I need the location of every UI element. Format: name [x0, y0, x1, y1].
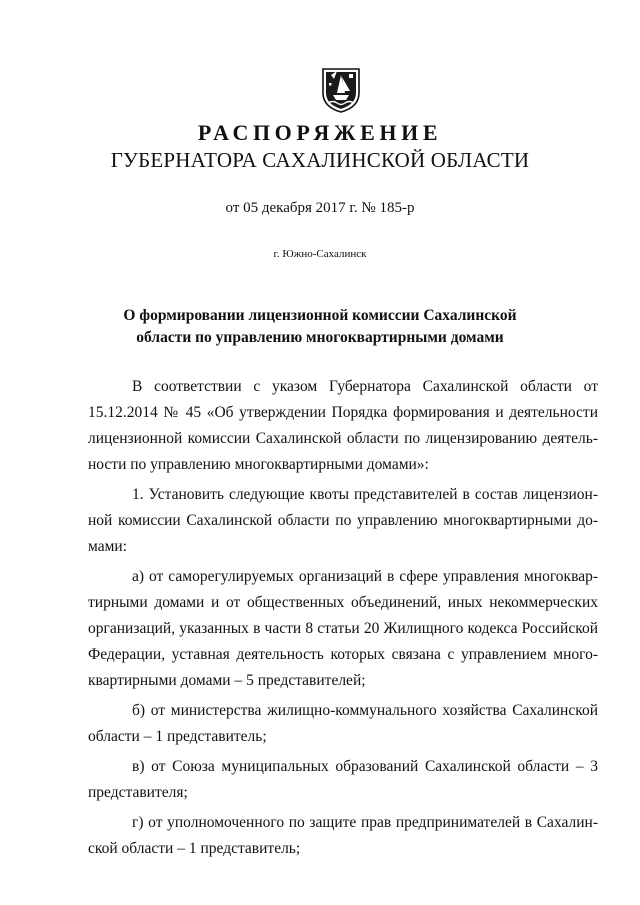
paragraph-line: ности по управлению многоквартирными домами»: [88, 456, 429, 473]
document-title [0, 305, 640, 349]
document-type: РАСПОРЯЖЕНИЕ [197, 120, 443, 145]
paragraph-line: г) от уполномоченного по защите прав предпринимателей в Сахалин- [132, 814, 598, 831]
issue-city: г. Южно-Сахалинск [273, 248, 367, 260]
document-title-line: О формировании лицензионной комиссии Сахалинской [123, 307, 517, 324]
paragraph-preamble [88, 374, 598, 478]
paragraph-item-v [88, 754, 598, 806]
paragraph-line: мами: [88, 538, 127, 555]
sakhalin-coat-of-arms-icon [321, 63, 361, 113]
paragraph-line: квартирными домами – 5 представителей; [88, 672, 366, 689]
paragraph-line: 1. Установить следующие квоты представителей в состав лицензион- [132, 486, 598, 503]
paragraph-line: а) от саморегулируемых организаций в сфере управления многоквар- [132, 568, 598, 585]
paragraph-item-g [88, 810, 598, 862]
paragraph-item-1 [88, 482, 598, 560]
paragraph-line: б) от министерства жилищно-коммунального хозяйства Сахалинской [132, 702, 598, 719]
document-title-line: области по управлению многоквартирными домами [136, 329, 504, 346]
paragraph-line: лицензионной комиссии Сахалинской области по лицензированию деятель- [88, 430, 598, 447]
paragraph-line: области – 1 представитель; [88, 728, 267, 745]
paragraph-line: ской области – 1 представитель; [88, 840, 301, 857]
paragraph-line: организаций, указанных в части 8 статьи 20 Жилищного кодекса Российской [88, 620, 598, 637]
paragraph-line: ной комиссии Сахалинской области по управлению многоквартирными до- [88, 512, 598, 529]
paragraph-line: 15.12.2014 № 45 «Об утверждении Порядка формирования и деятельности [88, 404, 598, 421]
paragraph-line: представителя; [88, 784, 188, 801]
issuer-title: ГУБЕРНАТОРА САХАЛИНСКОЙ ОБЛАСТИ [110, 148, 530, 172]
paragraph-item-a [88, 564, 598, 694]
paragraph-line: в) от Союза муниципальных образований Сахалинской области – 3 [132, 758, 598, 775]
paragraph-line: тирными домами и от общественных объединений, иных некоммерческих [88, 594, 598, 611]
paragraph-item-b [88, 698, 598, 750]
paragraph-line: Федерации, уставная деятельность которых связана с управлением много- [88, 646, 598, 663]
paragraph-line: В соответствии с указом Губернатора Сахалинской области от [132, 378, 598, 395]
document-date-number: от 05 декабря 2017 г. № 185-р [225, 200, 415, 216]
document-body [88, 374, 598, 862]
